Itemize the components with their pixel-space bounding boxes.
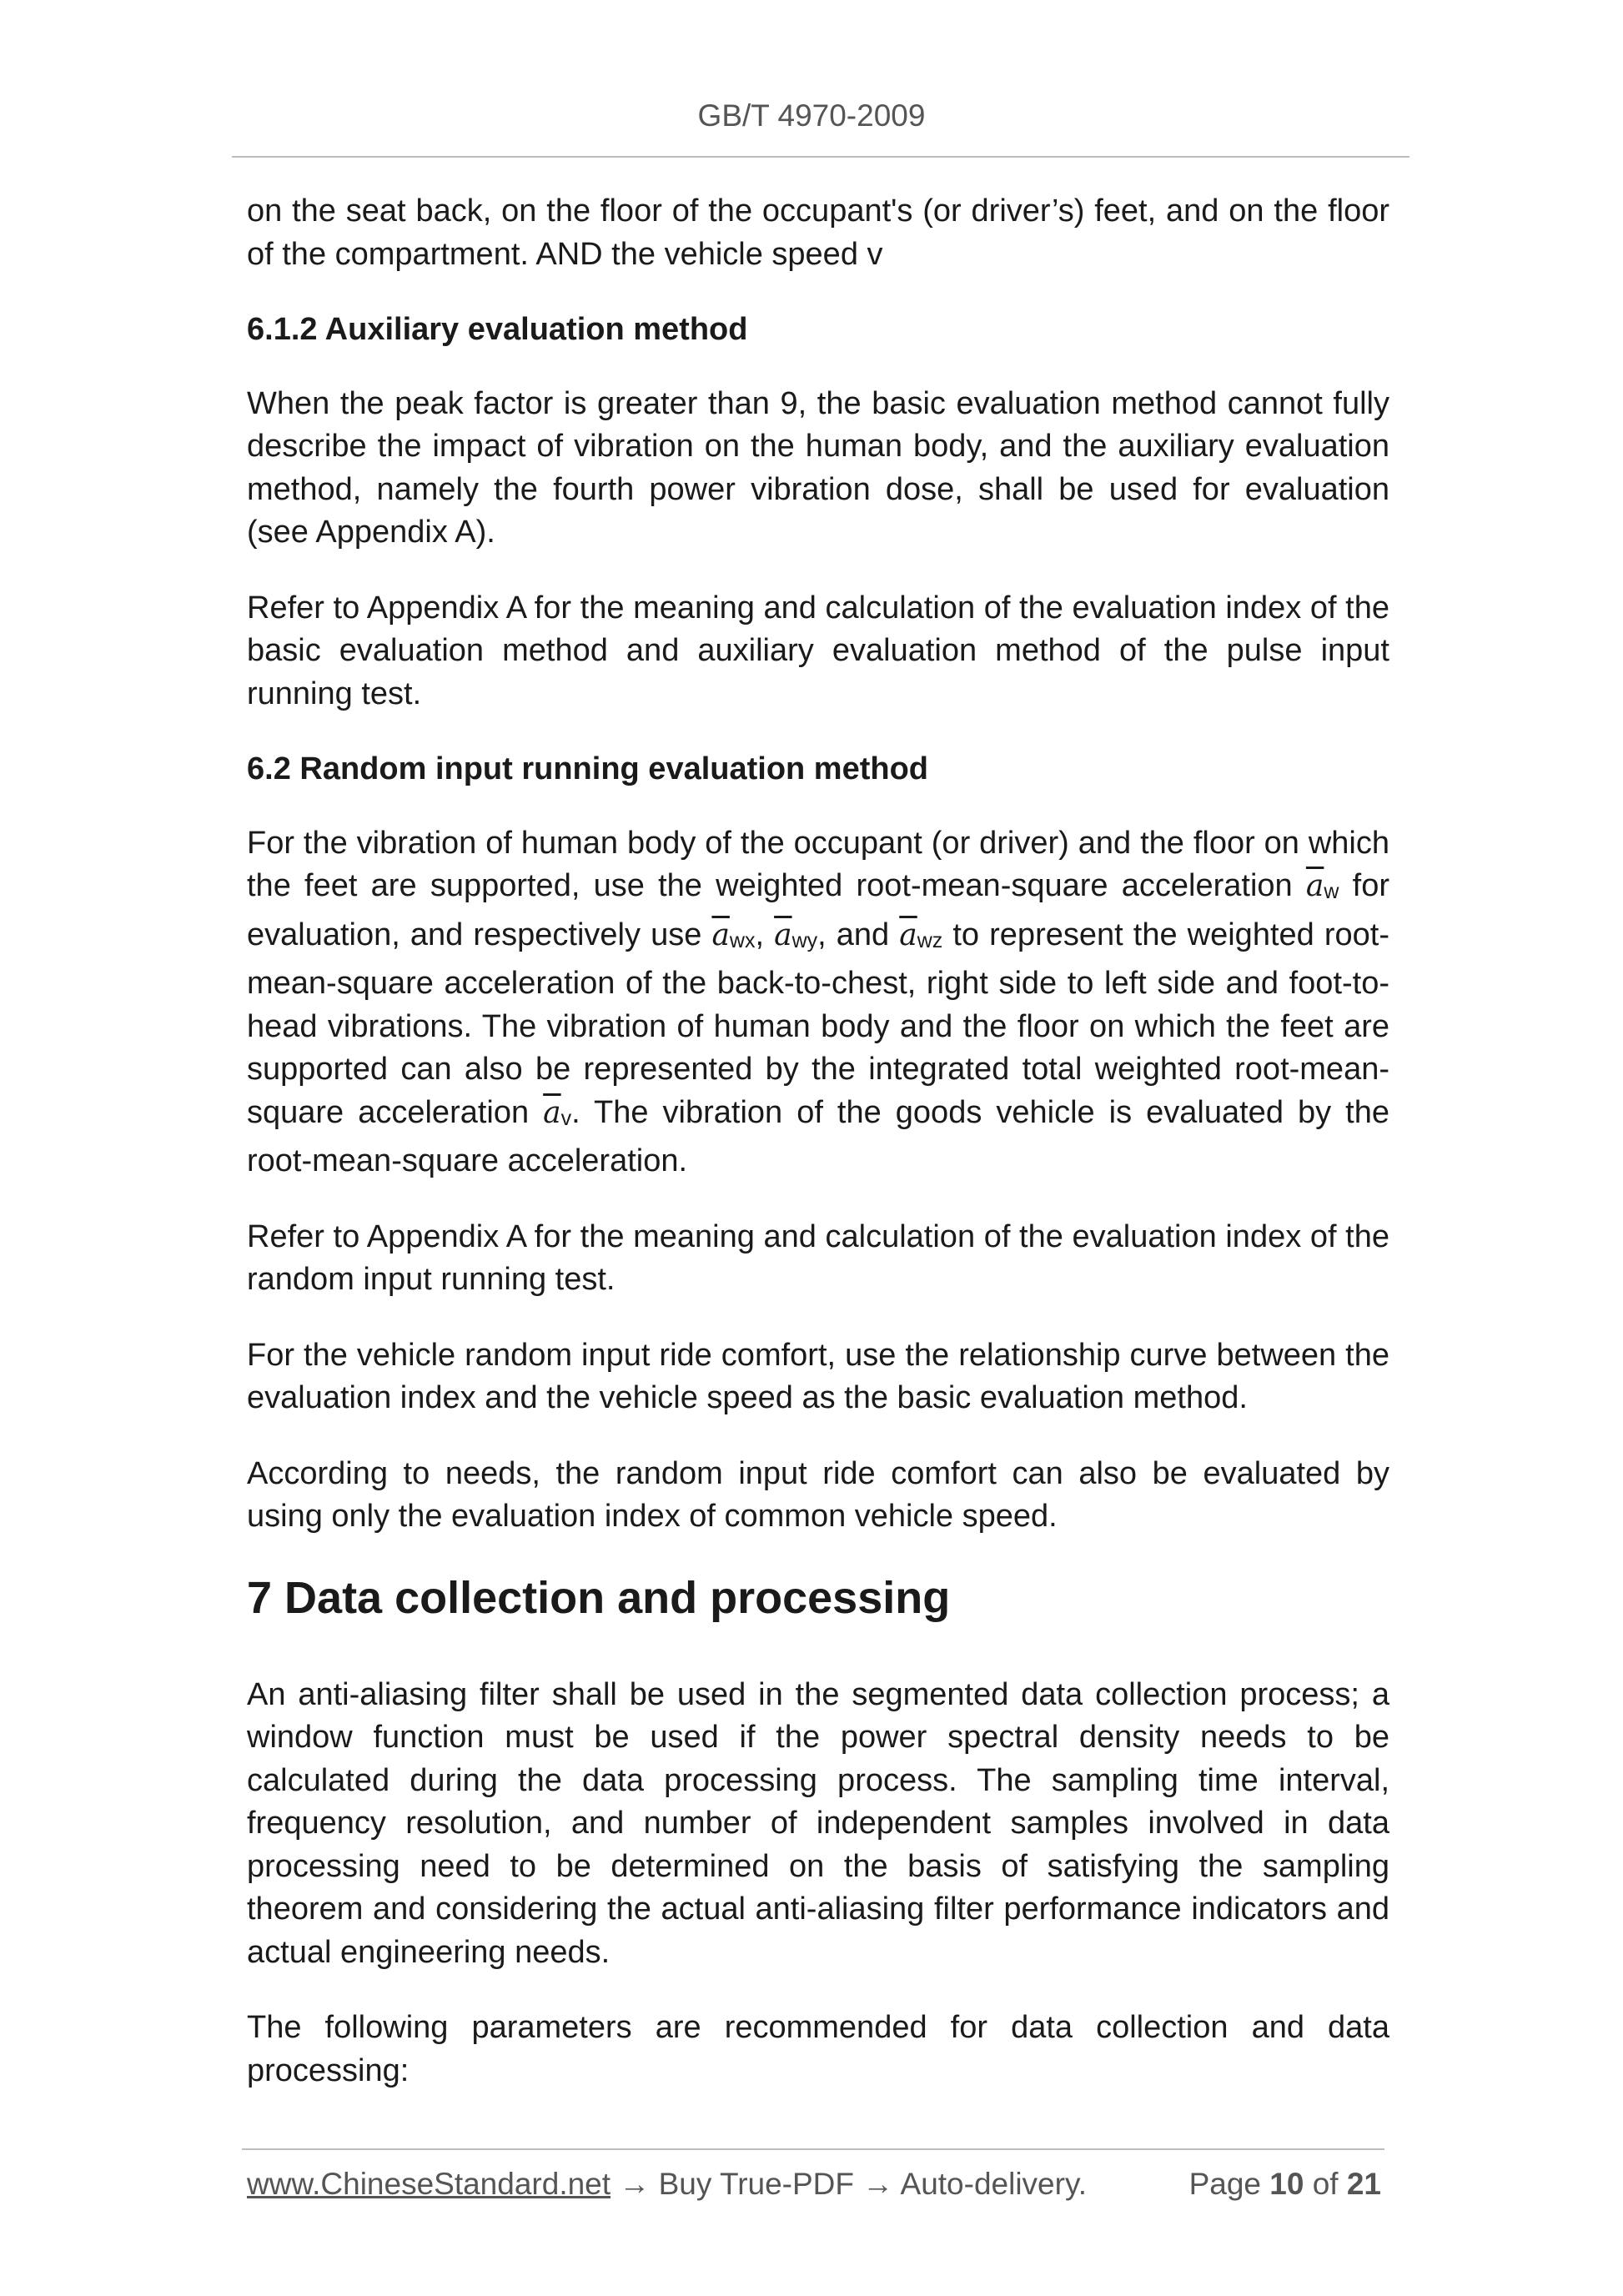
header-divider [232,156,1409,158]
text-run: , [755,917,775,952]
page-number: 10 [1269,2167,1304,2201]
ride-comfort-paragraph: For the vehicle random input ride comfort, use the relationship curve between the evaluation index and the vehicle speed as the basic evaluation method. [247,1337,1389,1415]
acceleration-symbol: $\overline{a}$ [899,917,917,952]
text-run: to represent the weighted root-mean-square acceleration of the back-to-chest, right side to left side and foot-to-head vibrations. The vibration of human body and the floor on which the feet are supported can also be represented by the integrated total weighted root-mean-square acceleration [247,917,1389,1130]
acceleration-symbol: $\overline{a}$ [1305,869,1324,903]
section-heading-6-1-2: 6.1.2 Auxiliary evaluation method [247,312,748,347]
section-heading-7: 7 Data collection and processing [247,1572,951,1623]
random-appendix-paragraph: Refer to Appendix A for the meaning and calculation of the evaluation index of the random input running test. [247,1218,1389,1297]
random-input-paragraph [247,822,1389,1183]
text-run: . The vibration of the goods vehicle is evaluated by the root-mean-square acceleration. [247,1094,1389,1178]
section-heading-6-2: 6.2 Random input running evaluation method [247,751,929,786]
page-label: Page [1188,2167,1261,2201]
page-indicator [1189,2167,1381,2202]
acceleration-symbol: $\overline{a}$ [774,917,792,952]
acceleration-symbol: $\overline{a}$ [543,1095,561,1130]
website-link[interactable]: www.ChineseStandard.net [247,2167,611,2201]
data-collection-paragraph: An anti-aliasing filter shall be used in the segmented data collection process; a window function must be used if the power spectral density needs to be calculated during the data processing process. The sampling time interval, frequency resolution, and number of independent samples involved in data processing need to be determined on the basis of satisfying the sampling theorem and considering the actual anti-aliasing filter performance indicators and actual engineering needs. [247,1676,1389,1970]
subscript-wy: wy [791,928,818,952]
common-speed-paragraph: According to needs, the random input ride comfort can also be evaluated by using only the evaluation index of common vehicle speed. [247,1455,1389,1534]
page-content [247,190,1389,2125]
text-run: , and [817,917,900,952]
text-run: For the vibration of human body of the occupant (or driver) and the floor on which the feet are supported, use the weighted root-mean-square acceleration [247,825,1389,903]
footer-divider [242,2148,1384,2150]
text-run: for evaluation, and respectively use [247,868,1389,952]
acceleration-symbol: $\overline{a}$ [711,917,730,952]
promo-text: → Buy True-PDF → Auto-delivery. [611,2167,1087,2201]
document-id-header: GB/T 4970-2009 [697,98,926,133]
subscript-wx: wx [729,928,756,952]
subscript-v: v [560,1106,572,1130]
auxiliary-method-paragraph: When the peak factor is greater than 9, the basic evaluation method cannot fully describe the impact of vibration on the human body, and the auxiliary evaluation method, namely the fourth power vibration dose, shall be used for evaluation (see Appendix A). [247,385,1389,550]
subscript-w: w [1324,880,1339,903]
continued-paragraph: on the seat back, on the floor of the occupant's (or driver’s) feet, and on the floor of the compartment. AND the vehicle speed v [247,193,1389,272]
page-footer [247,2167,1381,2202]
page-total: 21 [1346,2167,1381,2201]
appendix-reference-paragraph: Refer to Appendix A for the meaning and calculation of the evaluation index of the basic evaluation method and auxiliary evaluation method of the pulse input running test. [247,590,1389,711]
of-label: of [1312,2167,1339,2201]
subscript-wz: wz [917,928,943,952]
recommended-parameters-paragraph: The following parameters are recommended for data collection and data processing: [247,2010,1389,2088]
